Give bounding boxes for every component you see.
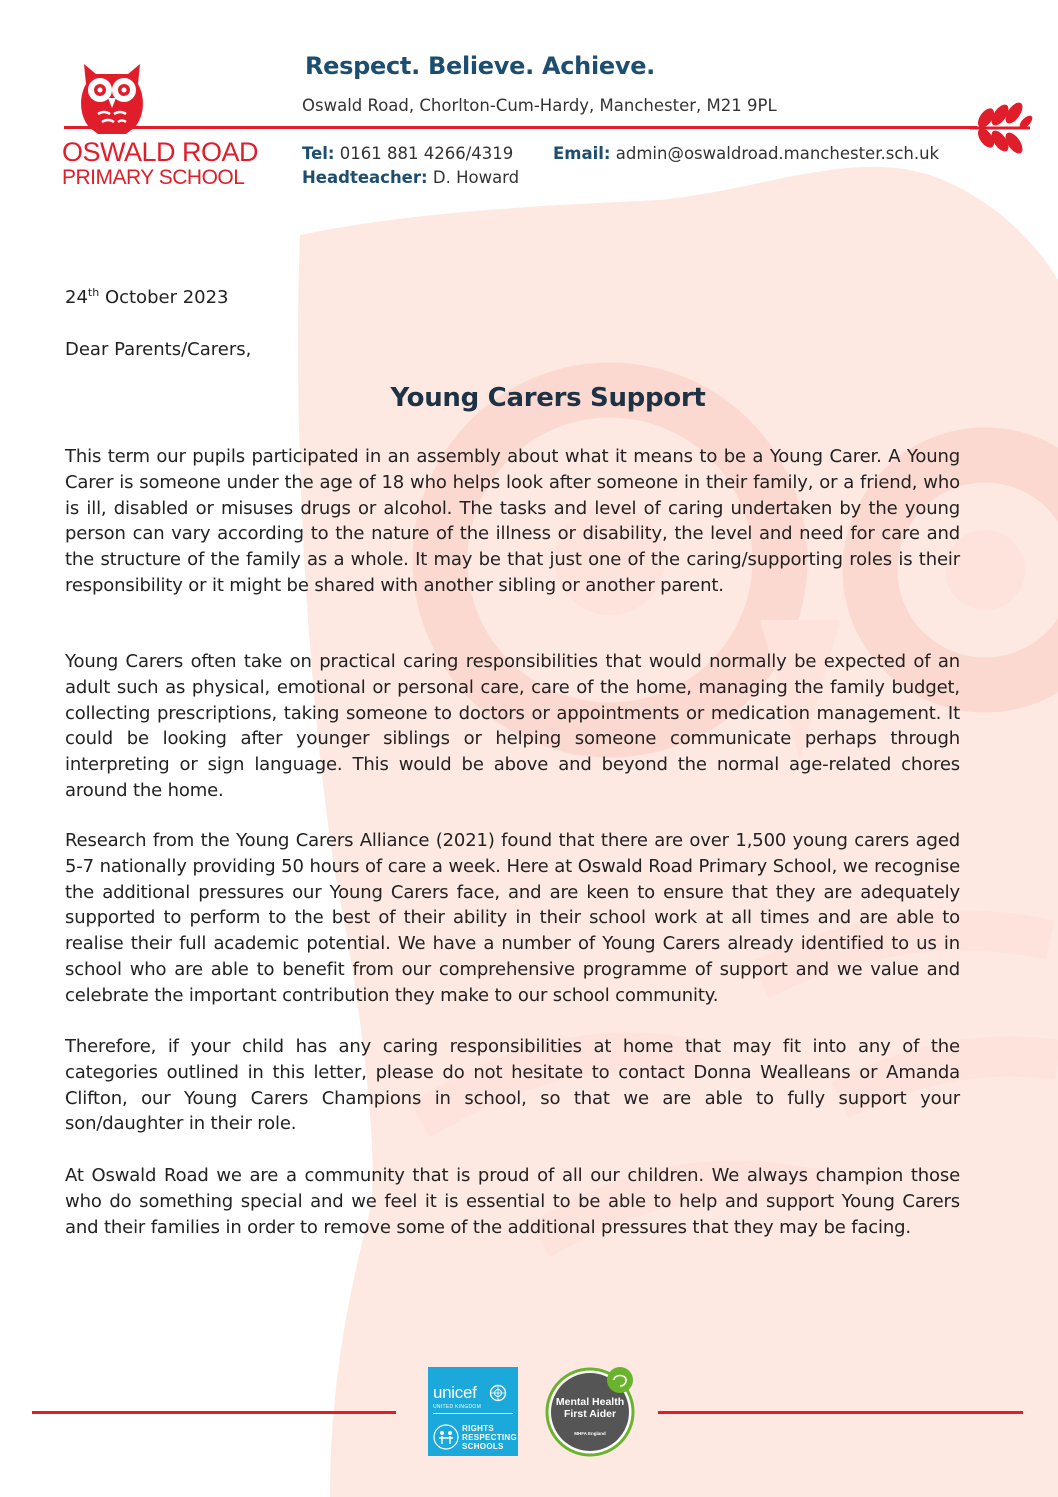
rights-respecting-schools-text: RIGHTS RESPECTING SCHOOLS [462, 1424, 518, 1451]
footer-divider-left [32, 1411, 396, 1414]
tel-line [302, 144, 513, 163]
owl-logo-icon [74, 58, 150, 136]
school-name-line1: OSWALD ROAD [62, 137, 259, 167]
school-name-line2: PRIMARY SCHOOL [62, 166, 245, 189]
paragraph-1: This term our pupils participated in an assembly about what it means to be a Young Carer. A Young Carer is someone under the age of 18 who helps look after someone in their family, or a friend, who is ill, disabled or misuses drugs or alcohol. The tasks and level of caring undertaken by the young person can vary according to the nature of the illness or disability, the level and need for care and the structure of the family as a whole. It may be that just one of the caring/supporting roles is their responsibility or it might be shared with another sibling or another parent. [65, 446, 960, 596]
headteacher-label: Headteacher: [302, 168, 428, 187]
tel-value: 0161 881 4266/4319 [339, 144, 514, 163]
leaf-emblem-icon [968, 98, 1034, 154]
school-address: Oswald Road, Chorlton-Cum-Hardy, Manchester, M21 9PL [302, 96, 777, 115]
headteacher-value: D. Howard [432, 168, 520, 187]
mhfa-subtitle: MHFA England [574, 1431, 606, 1436]
email-value[interactable]: admin@oswaldroad.manchester.sch.uk [615, 144, 940, 163]
email-line [553, 144, 939, 163]
footer-divider-right [658, 1411, 1023, 1414]
letter-title: Young Carers Support [390, 383, 706, 413]
unicef-rights-respecting-badge [428, 1367, 518, 1456]
unicef-wordmark: unicef [433, 1383, 477, 1402]
paragraph-4: Therefore, if your child has any caring responsibilities at home that may fit into any of the categories outlined in this letter, please do not hesitate to contact Donna Wealleans or Amanda Clifton, our Young Carers Champions in school, so that we are able to fully support your son/daughter in their role. [65, 1036, 960, 1135]
paragraph-3: Research from the Young Carers Alliance (2021) found that there are over 1,500 young carers aged 5-7 nationally providing 50 hours of care a week. Here at Oswald Road Primary School, we recognise the additional pressures our Young Carers face, and are keen to ensure that they are adequately supported to perform to the best of their ability in their school work at all times and are able to realise their full academic potential. We have a number of Young Carers already identified to us in school who are able to benefit from our comprehensive programme of support and we value and celebrate the important contribution they make to our school community. [65, 830, 960, 1006]
letter-date [65, 286, 229, 308]
date-day: 24 [65, 287, 88, 308]
email-label: Email: [553, 144, 611, 163]
school-motto: Respect. Believe. Achieve. [305, 52, 655, 80]
tel-label: Tel: [302, 144, 335, 163]
children-circle-icon [432, 1423, 460, 1451]
unicef-subtitle: UNITED KINGDOM [433, 1404, 482, 1410]
headteacher-line [302, 168, 519, 187]
paragraph-2: Young Carers often take on practical caring responsibilities that would normally be expected of an adult such as physical, emotional or personal care, care of the home, managing the family budget, collecting prescriptions, taking someone to doctors or appointments or medication management. It could be looking after younger siblings or helping someone communicate perhaps through interpreting or sign language. This would be above and beyond the normal age-related chores around the home. [65, 651, 960, 801]
mhfa-title: Mental Health First Aider [555, 1396, 625, 1420]
unicef-divider [433, 1413, 513, 1414]
date-rest: October 2023 [104, 287, 229, 308]
unicef-globe-icon [489, 1384, 507, 1402]
school-logo [62, 58, 262, 188]
paragraph-5: At Oswald Road we are a community that is proud of all our children. We always champion those who do something special and we feel it is essential to be able to help and support Young Carers and their families in order to remove some of the additional pressures that they may be facing. [65, 1165, 960, 1238]
header-divider [64, 126, 977, 129]
date-suffix: th [87, 286, 100, 299]
salutation: Dear Parents/Carers, [65, 339, 252, 360]
